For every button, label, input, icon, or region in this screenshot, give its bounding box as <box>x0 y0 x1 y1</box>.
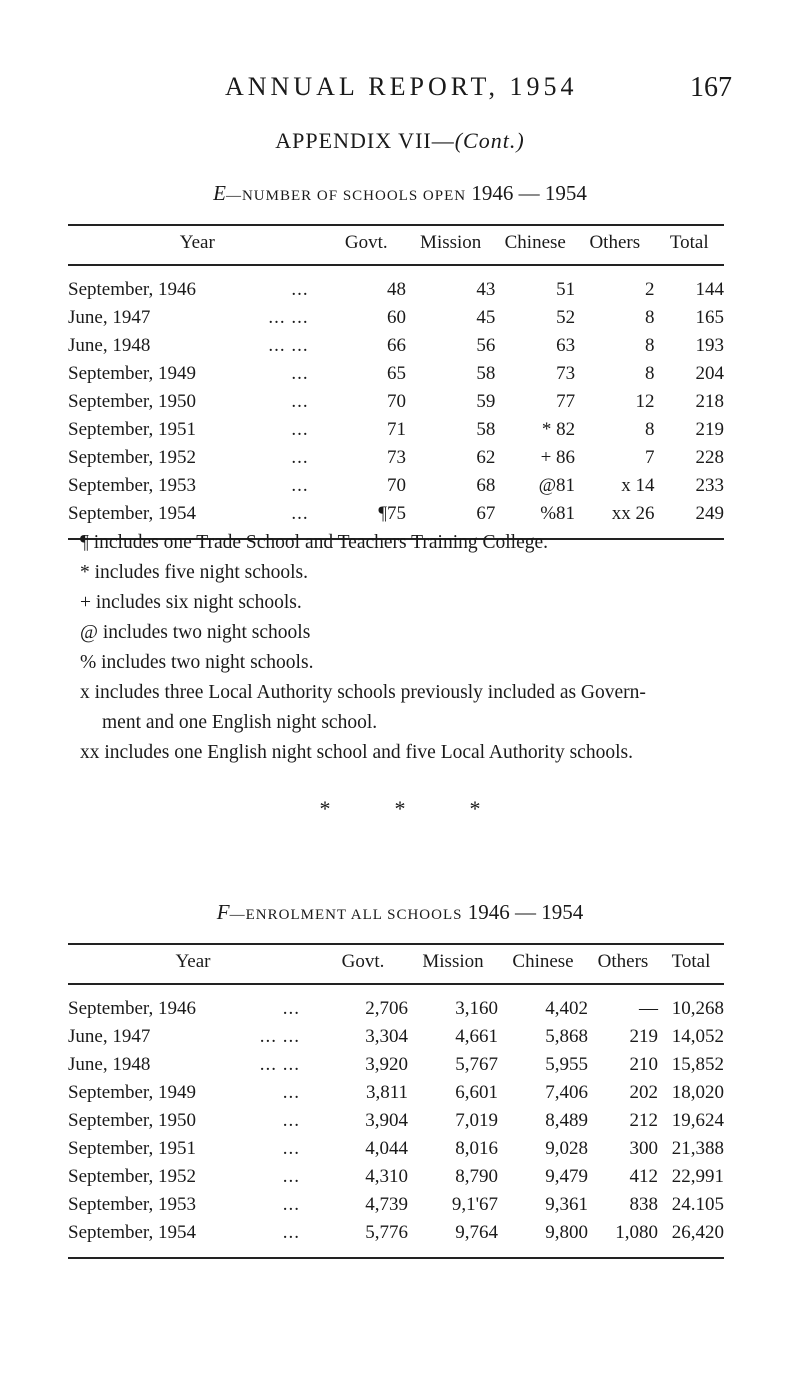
row-leader-dots: ... ... <box>259 1026 300 1047</box>
column-header-total: Total <box>669 232 709 253</box>
table-row <box>68 416 724 444</box>
cell-govt: 5,776 <box>365 1222 408 1243</box>
table-row <box>68 1079 724 1107</box>
row-year: September, 1952 <box>68 447 196 468</box>
cell-others: 202 <box>629 1082 658 1103</box>
cell-mission: 67 <box>476 503 496 524</box>
row-leader-dots: ... <box>282 1166 300 1187</box>
cell-chinese: %81 <box>540 503 576 524</box>
cell-total: 26,420 <box>671 1222 724 1243</box>
column-header-total: Total <box>671 951 711 972</box>
cell-mission: 3,160 <box>455 998 498 1019</box>
row-year: September, 1946 <box>68 998 196 1019</box>
row-year: June, 1948 <box>68 1054 151 1075</box>
cell-total: 144 <box>695 279 724 300</box>
table-row <box>68 1051 724 1079</box>
footnote: xx includes one English night school and five Local Authority schools. <box>80 742 633 763</box>
cell-total: 21,388 <box>671 1138 724 1159</box>
row-year: September, 1951 <box>68 1138 196 1159</box>
cell-others: 7 <box>645 447 655 468</box>
cell-mission: 7,019 <box>455 1110 498 1131</box>
column-header-mission: Mission <box>422 951 484 972</box>
cell-chinese: 4,402 <box>545 998 588 1019</box>
cell-govt: 70 <box>386 391 406 412</box>
footnote: * includes five night schools. <box>80 562 309 583</box>
row-year: September, 1950 <box>68 1110 196 1131</box>
cell-govt: 70 <box>386 475 406 496</box>
cell-govt: ¶75 <box>378 503 406 524</box>
section-f-title <box>0 900 800 925</box>
row-year: September, 1954 <box>68 1222 196 1243</box>
cell-chinese: 63 <box>556 335 576 356</box>
row-year: September, 1952 <box>68 1166 196 1187</box>
page-header <box>0 72 800 112</box>
table-row <box>68 1023 724 1051</box>
cell-mission: 8,790 <box>455 1166 498 1187</box>
cell-mission: 5,767 <box>455 1054 498 1075</box>
footnote: x includes three Local Authority schools previously included as Govern- <box>80 682 646 703</box>
cell-mission: 6,601 <box>455 1082 498 1103</box>
cell-govt: 3,304 <box>365 1026 408 1047</box>
column-header-chinese: Chinese <box>512 951 574 972</box>
table-header-row <box>68 944 724 984</box>
cell-others: 2 <box>645 279 655 300</box>
column-header-govt: Govt. <box>341 951 385 972</box>
column-header-year: Year <box>175 951 211 972</box>
cell-govt: 4,739 <box>365 1194 408 1215</box>
cell-govt: 48 <box>386 279 406 300</box>
row-leader-dots: ... <box>291 279 309 300</box>
footnote: % includes two night schools. <box>80 652 314 673</box>
cell-mission: 9,764 <box>455 1222 498 1243</box>
row-leader-dots: ... <box>291 475 309 496</box>
section-e-title <box>0 181 800 206</box>
cell-govt: 66 <box>386 335 406 356</box>
row-year: June, 1948 <box>68 335 151 356</box>
row-leader-dots: ... <box>291 503 309 524</box>
row-leader-dots: ... <box>282 1222 300 1243</box>
cell-chinese: 5,955 <box>545 1054 588 1075</box>
cell-others: 1,080 <box>615 1222 658 1243</box>
cell-govt: 4,310 <box>365 1166 408 1187</box>
table-row <box>68 1191 724 1219</box>
table-row <box>68 444 724 472</box>
row-leader-dots: ... ... <box>259 1054 300 1075</box>
table-row <box>68 388 724 416</box>
cell-chinese: 8,489 <box>545 1110 588 1131</box>
cell-govt: 2,706 <box>365 998 408 1019</box>
row-year: June, 1947 <box>68 307 151 328</box>
table-row <box>68 984 724 1023</box>
row-year: September, 1951 <box>68 419 196 440</box>
row-leader-dots: ... <box>291 363 309 384</box>
row-year: September, 1946 <box>68 279 196 300</box>
schools-open-table <box>68 224 724 540</box>
running-title: ANNUAL REPORT, 1954 <box>225 72 578 101</box>
row-leader-dots: ... <box>291 391 309 412</box>
separator-star: * <box>319 796 331 821</box>
cell-chinese: + 86 <box>540 447 576 468</box>
footnote: @ includes two night schools <box>80 622 311 643</box>
section-f-letter: F <box>216 900 230 924</box>
cell-total: 165 <box>695 307 724 328</box>
section-e-title-text: —NUMBER OF SCHOOLS OPEN <box>225 188 467 204</box>
cell-total: 19,624 <box>671 1110 724 1131</box>
cell-total: 233 <box>695 475 724 496</box>
footnotes <box>80 528 760 768</box>
row-leader-dots: ... <box>282 1194 300 1215</box>
row-leader-dots: ... <box>291 419 309 440</box>
row-leader-dots: ... <box>282 1082 300 1103</box>
row-leader-dots: ... <box>291 447 309 468</box>
column-header-govt: Govt. <box>344 232 388 253</box>
cell-mission: 62 <box>476 447 496 468</box>
cell-chinese: 77 <box>556 391 576 412</box>
cell-others: 12 <box>635 391 655 412</box>
cell-others: 300 <box>629 1138 658 1159</box>
row-year: September, 1953 <box>68 1194 196 1215</box>
cell-chinese: 5,868 <box>545 1026 588 1047</box>
cell-mission: 8,016 <box>455 1138 498 1159</box>
cell-chinese: 73 <box>556 363 576 384</box>
table-header-row <box>68 225 724 265</box>
enrolment-table <box>68 943 724 1259</box>
cell-total: 204 <box>695 363 724 384</box>
cell-mission: 56 <box>476 335 496 356</box>
cell-chinese: 9,028 <box>545 1138 588 1159</box>
cell-total: 249 <box>695 503 724 524</box>
cell-others: — <box>639 998 658 1019</box>
appendix-label: APPENDIX VII— <box>275 128 455 153</box>
cell-govt: 4,044 <box>365 1138 408 1159</box>
section-f-years: 1946 — 1954 <box>467 900 584 924</box>
cell-total: 14,052 <box>671 1026 724 1047</box>
cell-govt: 73 <box>386 447 406 468</box>
cell-others: 212 <box>629 1110 658 1131</box>
cell-chinese: 51 <box>556 279 576 300</box>
row-leader-dots: ... ... <box>268 307 309 328</box>
table-row <box>68 1107 724 1135</box>
cell-chinese: * 82 <box>541 419 576 440</box>
cell-others: 838 <box>629 1194 658 1215</box>
cell-total: 24.105 <box>671 1194 724 1215</box>
cell-total: 193 <box>695 335 724 356</box>
cell-chinese: 9,479 <box>545 1166 588 1187</box>
row-year: September, 1950 <box>68 391 196 412</box>
table-row <box>68 1163 724 1191</box>
row-year: September, 1953 <box>68 475 196 496</box>
column-header-mission: Mission <box>420 232 482 253</box>
row-year: September, 1949 <box>68 1082 196 1103</box>
cell-total: 10,268 <box>671 998 724 1019</box>
separator-star: * <box>469 796 481 821</box>
table-row <box>68 472 724 500</box>
cell-others: xx 26 <box>611 503 655 524</box>
cell-total: 228 <box>695 447 724 468</box>
cell-chinese: 7,406 <box>545 1082 588 1103</box>
column-header-year: Year <box>179 232 215 253</box>
cell-chinese: 9,361 <box>545 1194 588 1215</box>
row-leader-dots: ... <box>282 1138 300 1159</box>
cell-total: 22,991 <box>671 1166 724 1187</box>
cell-others: 210 <box>629 1054 658 1075</box>
column-header-others: Others <box>597 951 649 972</box>
row-year: September, 1954 <box>68 503 196 524</box>
cell-mission: 58 <box>476 363 496 384</box>
table-row <box>68 265 724 304</box>
table-row <box>68 332 724 360</box>
cell-total: 219 <box>695 419 724 440</box>
cell-chinese: 9,800 <box>545 1222 588 1243</box>
footnote: ¶ includes one Trade School and Teachers Training College. <box>80 532 549 553</box>
cell-govt: 71 <box>386 419 406 440</box>
cell-chinese: 52 <box>556 307 576 328</box>
section-e-letter: E <box>213 181 226 205</box>
cell-govt: 65 <box>386 363 406 384</box>
cell-mission: 43 <box>476 279 496 300</box>
cell-total: 218 <box>695 391 724 412</box>
table-row <box>68 304 724 332</box>
row-year: June, 1947 <box>68 1026 151 1047</box>
section-f-title-text: —ENROLMENT ALL SCHOOLS <box>229 907 463 923</box>
table-row <box>68 1135 724 1163</box>
cell-chinese: @81 <box>538 475 576 496</box>
cell-others: 412 <box>629 1166 658 1187</box>
cell-total: 18,020 <box>671 1082 724 1103</box>
cell-mission: 58 <box>476 419 496 440</box>
cell-others: 8 <box>645 363 655 384</box>
table-row <box>68 1219 724 1258</box>
row-leader-dots: ... <box>282 1110 300 1131</box>
cell-others: 8 <box>645 335 655 356</box>
column-header-others: Others <box>589 232 641 253</box>
cell-govt: 3,920 <box>365 1054 408 1075</box>
footnote: ment and one English night school. <box>102 712 378 733</box>
cell-mission: 68 <box>476 475 496 496</box>
section-e-years: 1946 — 1954 <box>471 181 587 205</box>
cell-mission: 59 <box>476 391 496 412</box>
cell-mission: 45 <box>476 307 496 328</box>
row-year: September, 1949 <box>68 363 196 384</box>
appendix-title <box>0 128 800 154</box>
cell-others: 8 <box>645 419 655 440</box>
table-row <box>68 360 724 388</box>
cell-total: 15,852 <box>671 1054 724 1075</box>
cell-govt: 3,811 <box>365 1082 408 1103</box>
row-leader-dots: ... <box>282 998 300 1019</box>
cell-others: 8 <box>645 307 655 328</box>
footnote: + includes six night schools. <box>80 592 302 613</box>
cell-others: x 14 <box>621 475 655 496</box>
cell-govt: 3,904 <box>365 1110 408 1131</box>
row-leader-dots: ... ... <box>268 335 309 356</box>
column-header-chinese: Chinese <box>504 232 566 253</box>
cell-mission: 9,1'67 <box>451 1194 498 1215</box>
separator-star: * <box>394 796 406 821</box>
cell-govt: 60 <box>386 307 406 328</box>
page-number: 167 <box>690 72 732 103</box>
cell-others: 219 <box>629 1026 658 1047</box>
section-separator <box>0 796 800 822</box>
appendix-cont: (Cont.) <box>454 128 525 153</box>
cell-mission: 4,661 <box>455 1026 498 1047</box>
